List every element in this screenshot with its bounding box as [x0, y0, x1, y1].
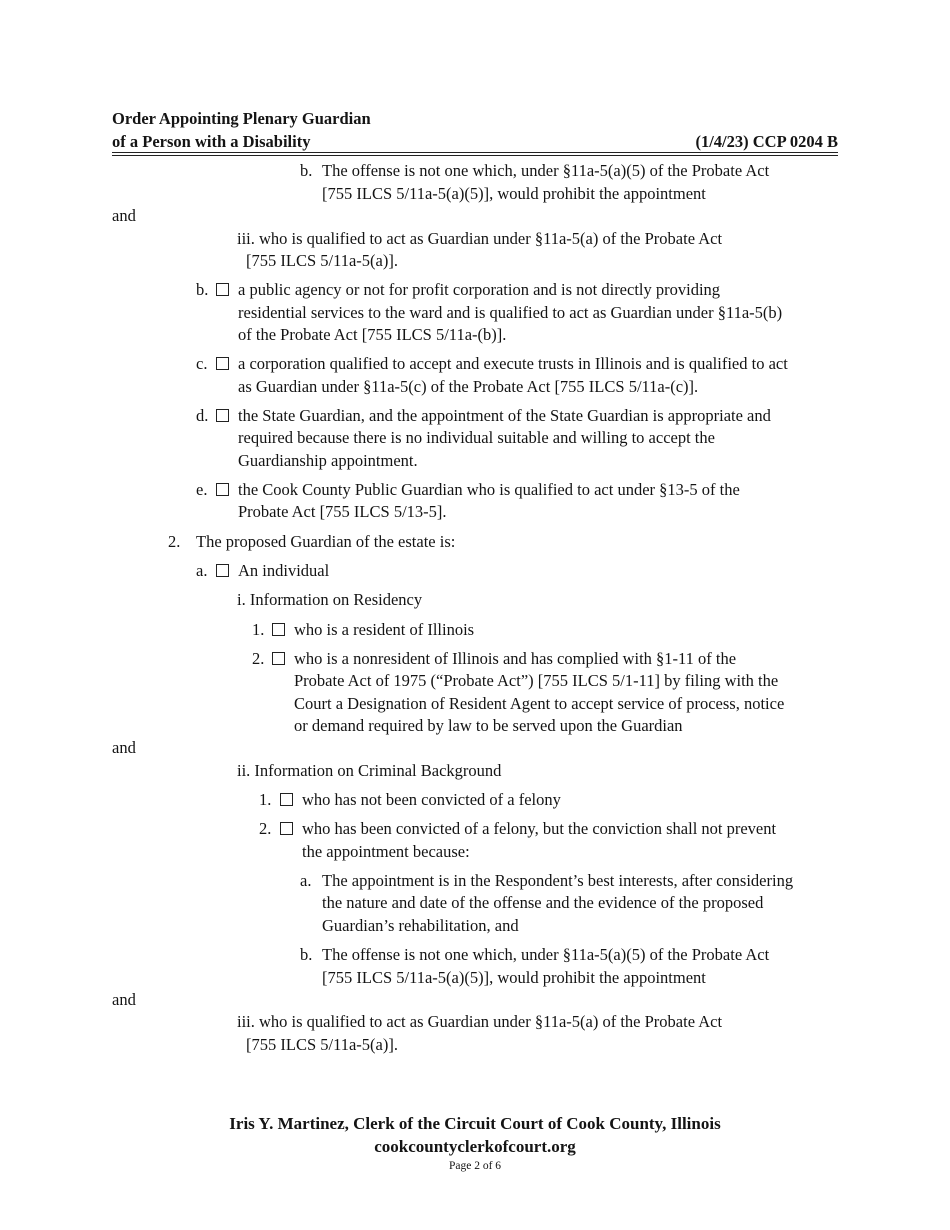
- sub-a-line1: The appointment is in the Respondent’s best interests, after considering: [322, 871, 794, 890]
- crim1-text: who has not been convicted of a felony: [302, 790, 561, 809]
- section2-a-checkbox[interactable]: [216, 560, 237, 583]
- opt-e-checkbox[interactable]: [216, 479, 237, 502]
- sub-a-line2: the nature and date of the offense and the evidence of the proposed: [322, 893, 764, 912]
- opt-c-line1: a corporation qualified to accept and execute trusts in Illinois and is qualified to act: [238, 354, 788, 373]
- and-label: and: [112, 206, 136, 225]
- opt-c-line2: as Guardian under §11a-5(c) of the Probate Act [755 ILCS 5/11a-(c)].: [238, 377, 699, 396]
- residency-heading: i. Information on Residency: [237, 590, 423, 609]
- section2-number: 2.: [168, 532, 181, 551]
- top-b-label: b.: [300, 161, 313, 180]
- crim2-line2: the appointment because:: [302, 842, 470, 861]
- footer-clerk: Iris Y. Martinez, Clerk of the Circuit Court of Cook County, Illinois: [229, 1114, 721, 1133]
- form-title-line2: of a Person with a Disability: [112, 132, 311, 151]
- form-code: (1/4/23) CCP 0204 B: [695, 132, 838, 151]
- criminal-heading: ii. Information on Criminal Background: [237, 761, 502, 780]
- res2-checkbox[interactable]: [272, 648, 293, 671]
- res1-text: who is a resident of Illinois: [294, 620, 475, 639]
- sub-b-line1: The offense is not one which, under §11a-5(a)(5) of the Probate Act: [322, 945, 770, 964]
- top-iii-line2: [755 ILCS 5/11a-5(a)].: [246, 251, 398, 270]
- res2-label: 2.: [252, 649, 265, 668]
- and-label-2: and: [112, 738, 136, 757]
- section2-text: The proposed Guardian of the estate is:: [196, 532, 456, 551]
- sub-a-line3: Guardian’s rehabilitation, and: [322, 916, 519, 935]
- opt-b-line1: a public agency or not for profit corporation and is not directly providing: [238, 280, 721, 299]
- sub-b-label: b.: [300, 945, 313, 964]
- and-label-3: and: [112, 990, 136, 1009]
- res1-label: 1.: [252, 620, 265, 639]
- opt-d-line1: the State Guardian, and the appointment of the State Guardian is appropriate and: [238, 406, 771, 425]
- opt-b-line2: residential services to the ward and is qualified to act as Guardian under §11a-5(b): [238, 303, 783, 322]
- res2-line3: Court a Designation of Resident Agent to accept service of process, notice: [294, 694, 785, 713]
- opt-d-line2: required because there is no individual suitable and willing to accept the: [238, 428, 715, 447]
- top-b-line2: [755 ILCS 5/11a-5(a)(5)], would prohibit the appointment: [322, 184, 706, 203]
- opt-d-label: d.: [196, 406, 209, 425]
- opt-e-label: e.: [196, 480, 208, 499]
- opt-b-checkbox[interactable]: [216, 279, 237, 302]
- iii-line1: iii. who is qualified to act as Guardian under §11a-5(a) of the Probate Act: [237, 1012, 723, 1031]
- sub-b-line2: [755 ILCS 5/11a-5(a)(5)], would prohibit the appointment: [322, 968, 706, 987]
- opt-d-checkbox[interactable]: [216, 405, 237, 428]
- res1-checkbox[interactable]: [272, 619, 293, 642]
- crim1-label: 1.: [259, 790, 272, 809]
- opt-b-label: b.: [196, 280, 209, 299]
- crim2-label: 2.: [259, 819, 272, 838]
- opt-c-checkbox[interactable]: [216, 353, 237, 376]
- iii-line2: [755 ILCS 5/11a-5(a)].: [246, 1035, 398, 1054]
- crim2-line1: who has been convicted of a felony, but the conviction shall not prevent: [302, 819, 777, 838]
- opt-b-line3: of the Probate Act [755 ILCS 5/11a-(b)].: [238, 325, 507, 344]
- header-rule: [112, 152, 838, 153]
- res2-line2: Probate Act of 1975 (“Probate Act”) [755 ILCS 5/1-11] by filing with the: [294, 671, 779, 690]
- header-rule-double: [112, 155, 838, 156]
- crim1-checkbox[interactable]: [280, 789, 301, 812]
- top-iii-line1: iii. who is qualified to act as Guardian under §11a-5(a) of the Probate Act: [237, 229, 723, 248]
- form-title-line1: Order Appointing Plenary Guardian: [112, 109, 371, 128]
- section2-a-label: a.: [196, 561, 208, 580]
- section2-a-text: An individual: [238, 561, 330, 580]
- crim2-checkbox[interactable]: [280, 818, 301, 841]
- footer-website[interactable]: cookcountyclerkofcourt.org: [374, 1137, 576, 1156]
- opt-e-line1: the Cook County Public Guardian who is qualified to act under §13-5 of the: [238, 480, 740, 499]
- opt-d-line3: Guardianship appointment.: [238, 451, 418, 470]
- sub-a-label: a.: [300, 871, 312, 890]
- opt-c-label: c.: [196, 354, 208, 373]
- top-b-line1: The offense is not one which, under §11a-5(a)(5) of the Probate Act: [322, 161, 770, 180]
- opt-e-line2: Probate Act [755 ILCS 5/13-5].: [238, 502, 447, 521]
- res2-line4: or demand required by law to be served upon the Guardian: [294, 716, 683, 735]
- res2-line1: who is a nonresident of Illinois and has complied with §1-11 of the: [294, 649, 737, 668]
- page-number: Page 2 of 6: [448, 1160, 502, 1172]
